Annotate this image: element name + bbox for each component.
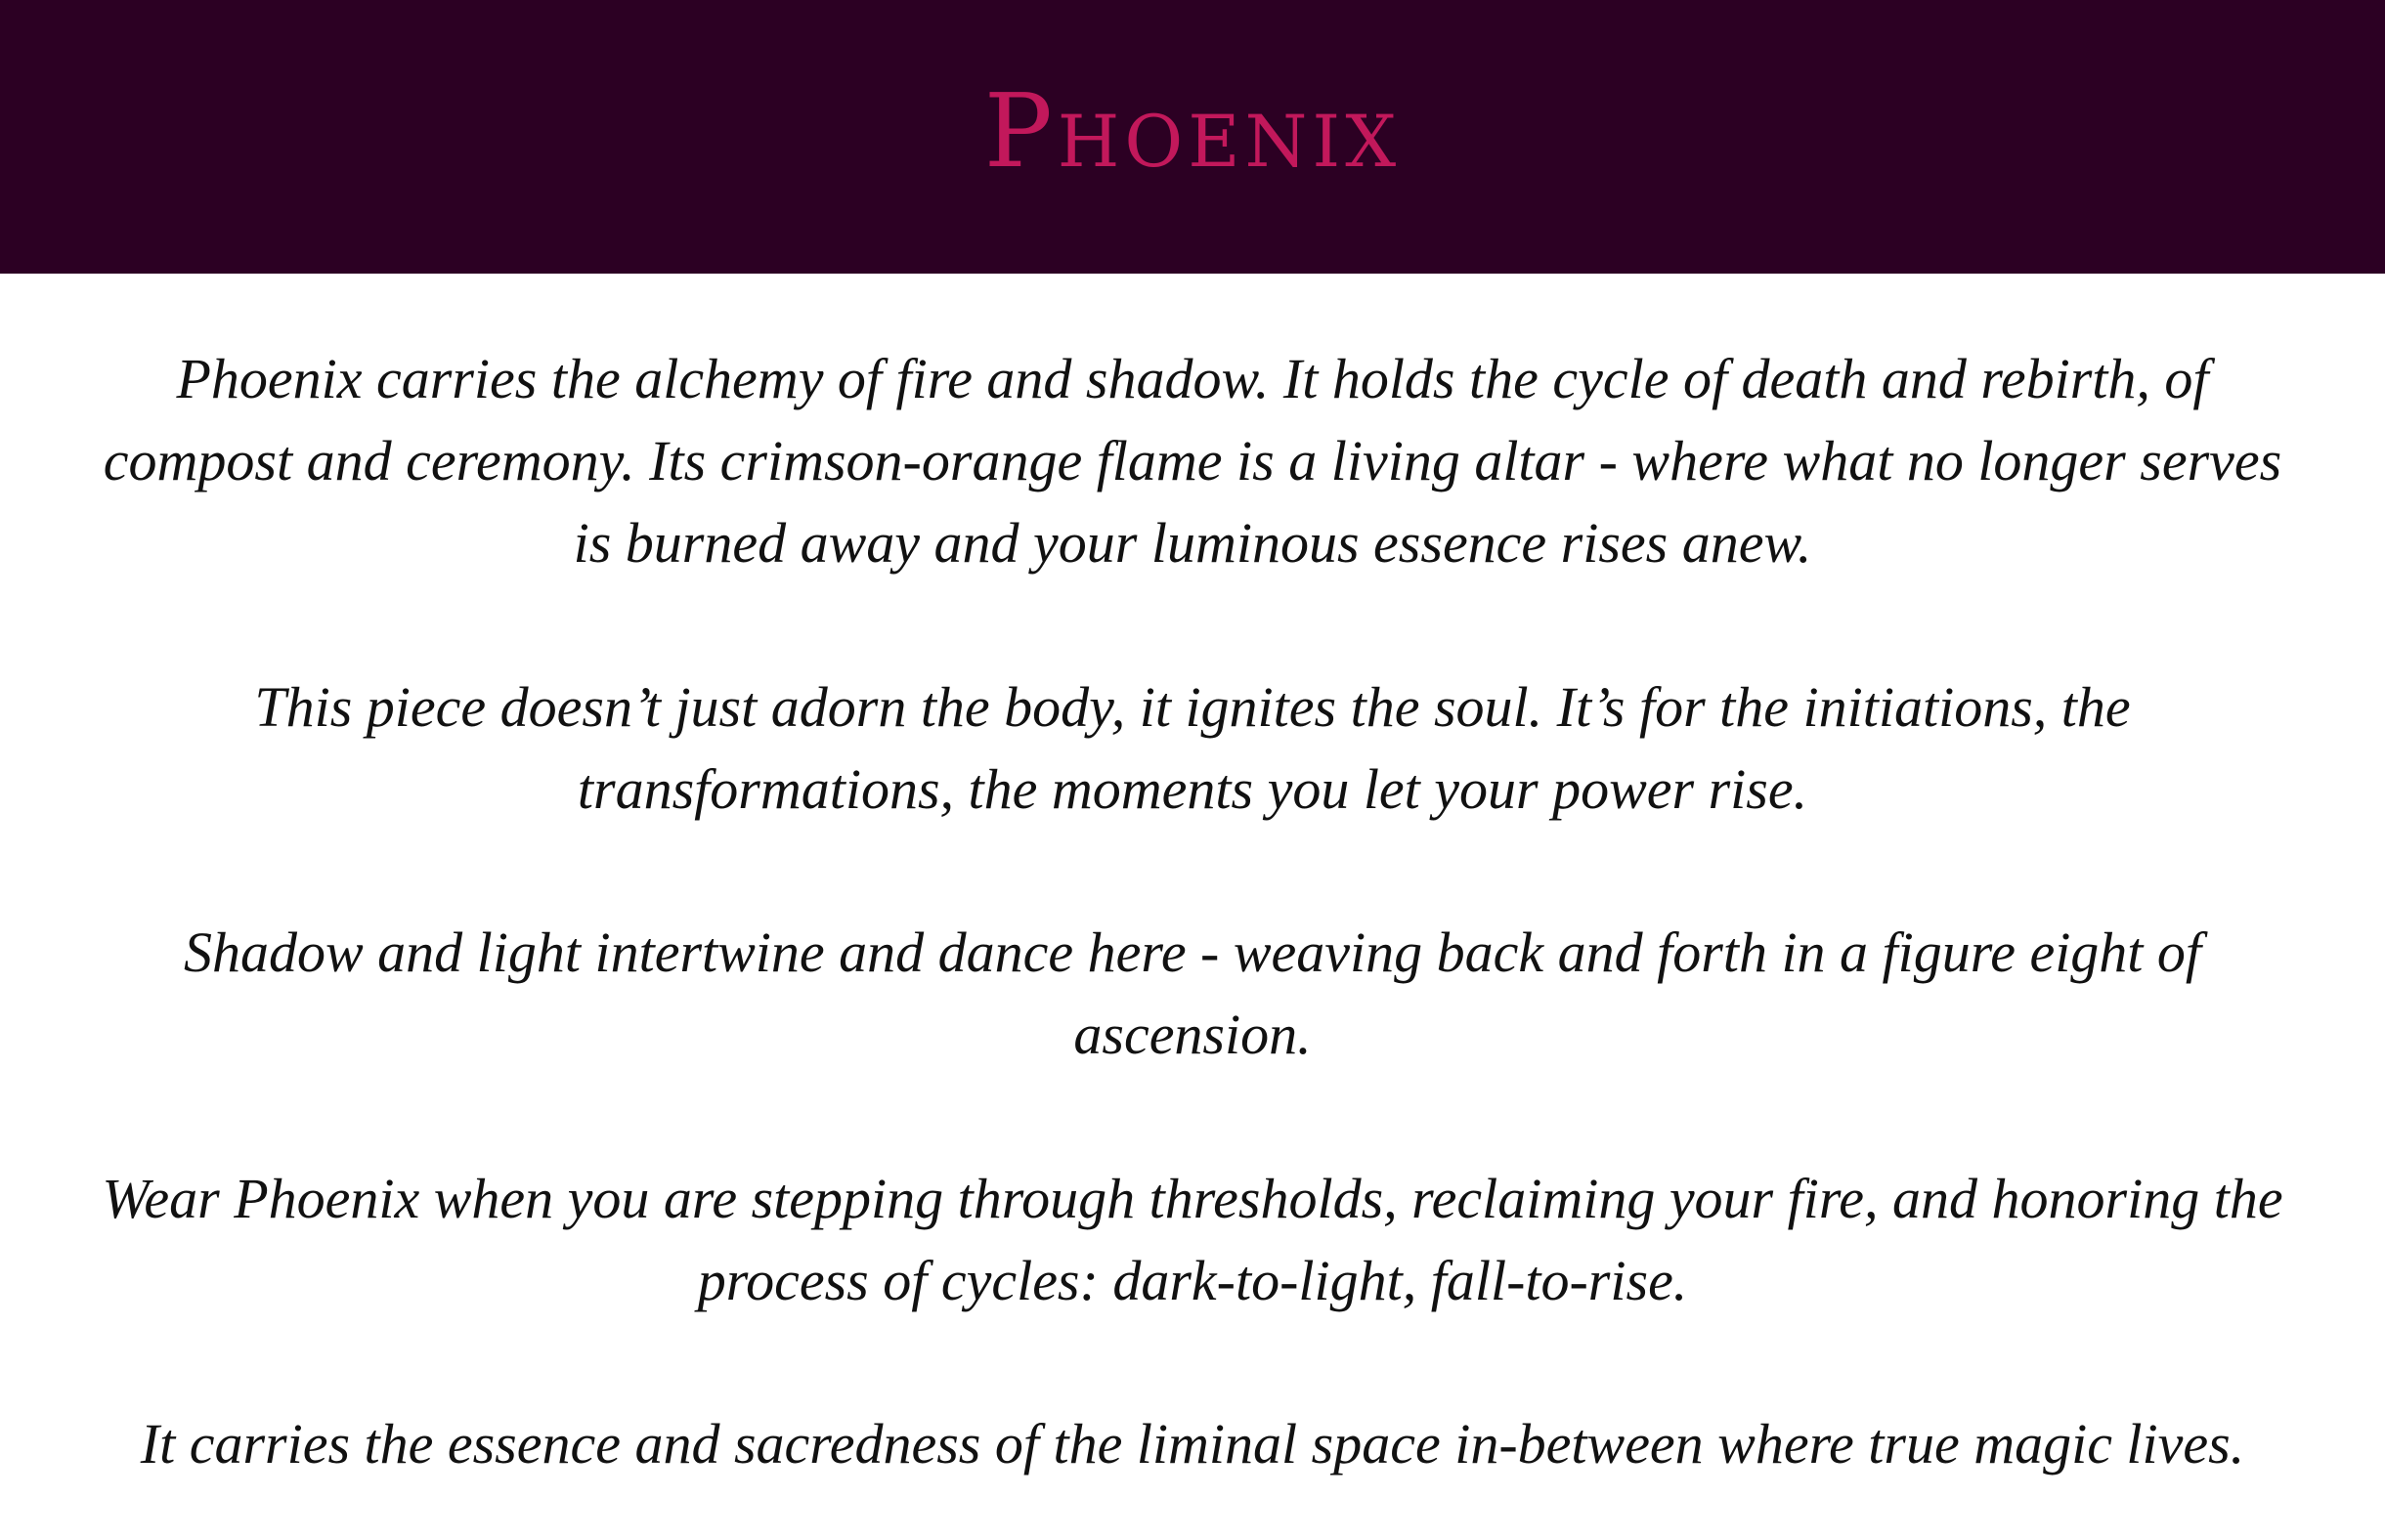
description-paragraph: Phoenix carries the alchemy of fire and shadow. It holds the cycle of death and rebirth, of compost and ceremony. Its crimson-orange flame is a living altar - where what no longer serves is burned away and your luminous essence rises anew. (103, 347, 2282, 575)
description-body (0, 274, 2385, 1540)
description-paragraph: This piece doesn’t just adorn the body, it ignites the soul. It’s for the initiations, the transformations, the moments you let your power rise. (254, 675, 2131, 821)
description-paragraph: It carries the essence and sacredness of the liminal space in-between where true magic lives. (140, 1412, 2245, 1476)
description-paragraph: Wear Phoenix when you are stepping through thresholds, reclaiming your fire, and honoring the process of cycles: dark-to-light, fall-to-rise. (102, 1167, 2283, 1312)
description-paragraph: Shadow and light intertwine and dance here - weaving back and forth in a figure eight of ascension. (183, 920, 2202, 1066)
page-title: Phoenix (983, 71, 1402, 191)
title-banner (0, 0, 2385, 274)
